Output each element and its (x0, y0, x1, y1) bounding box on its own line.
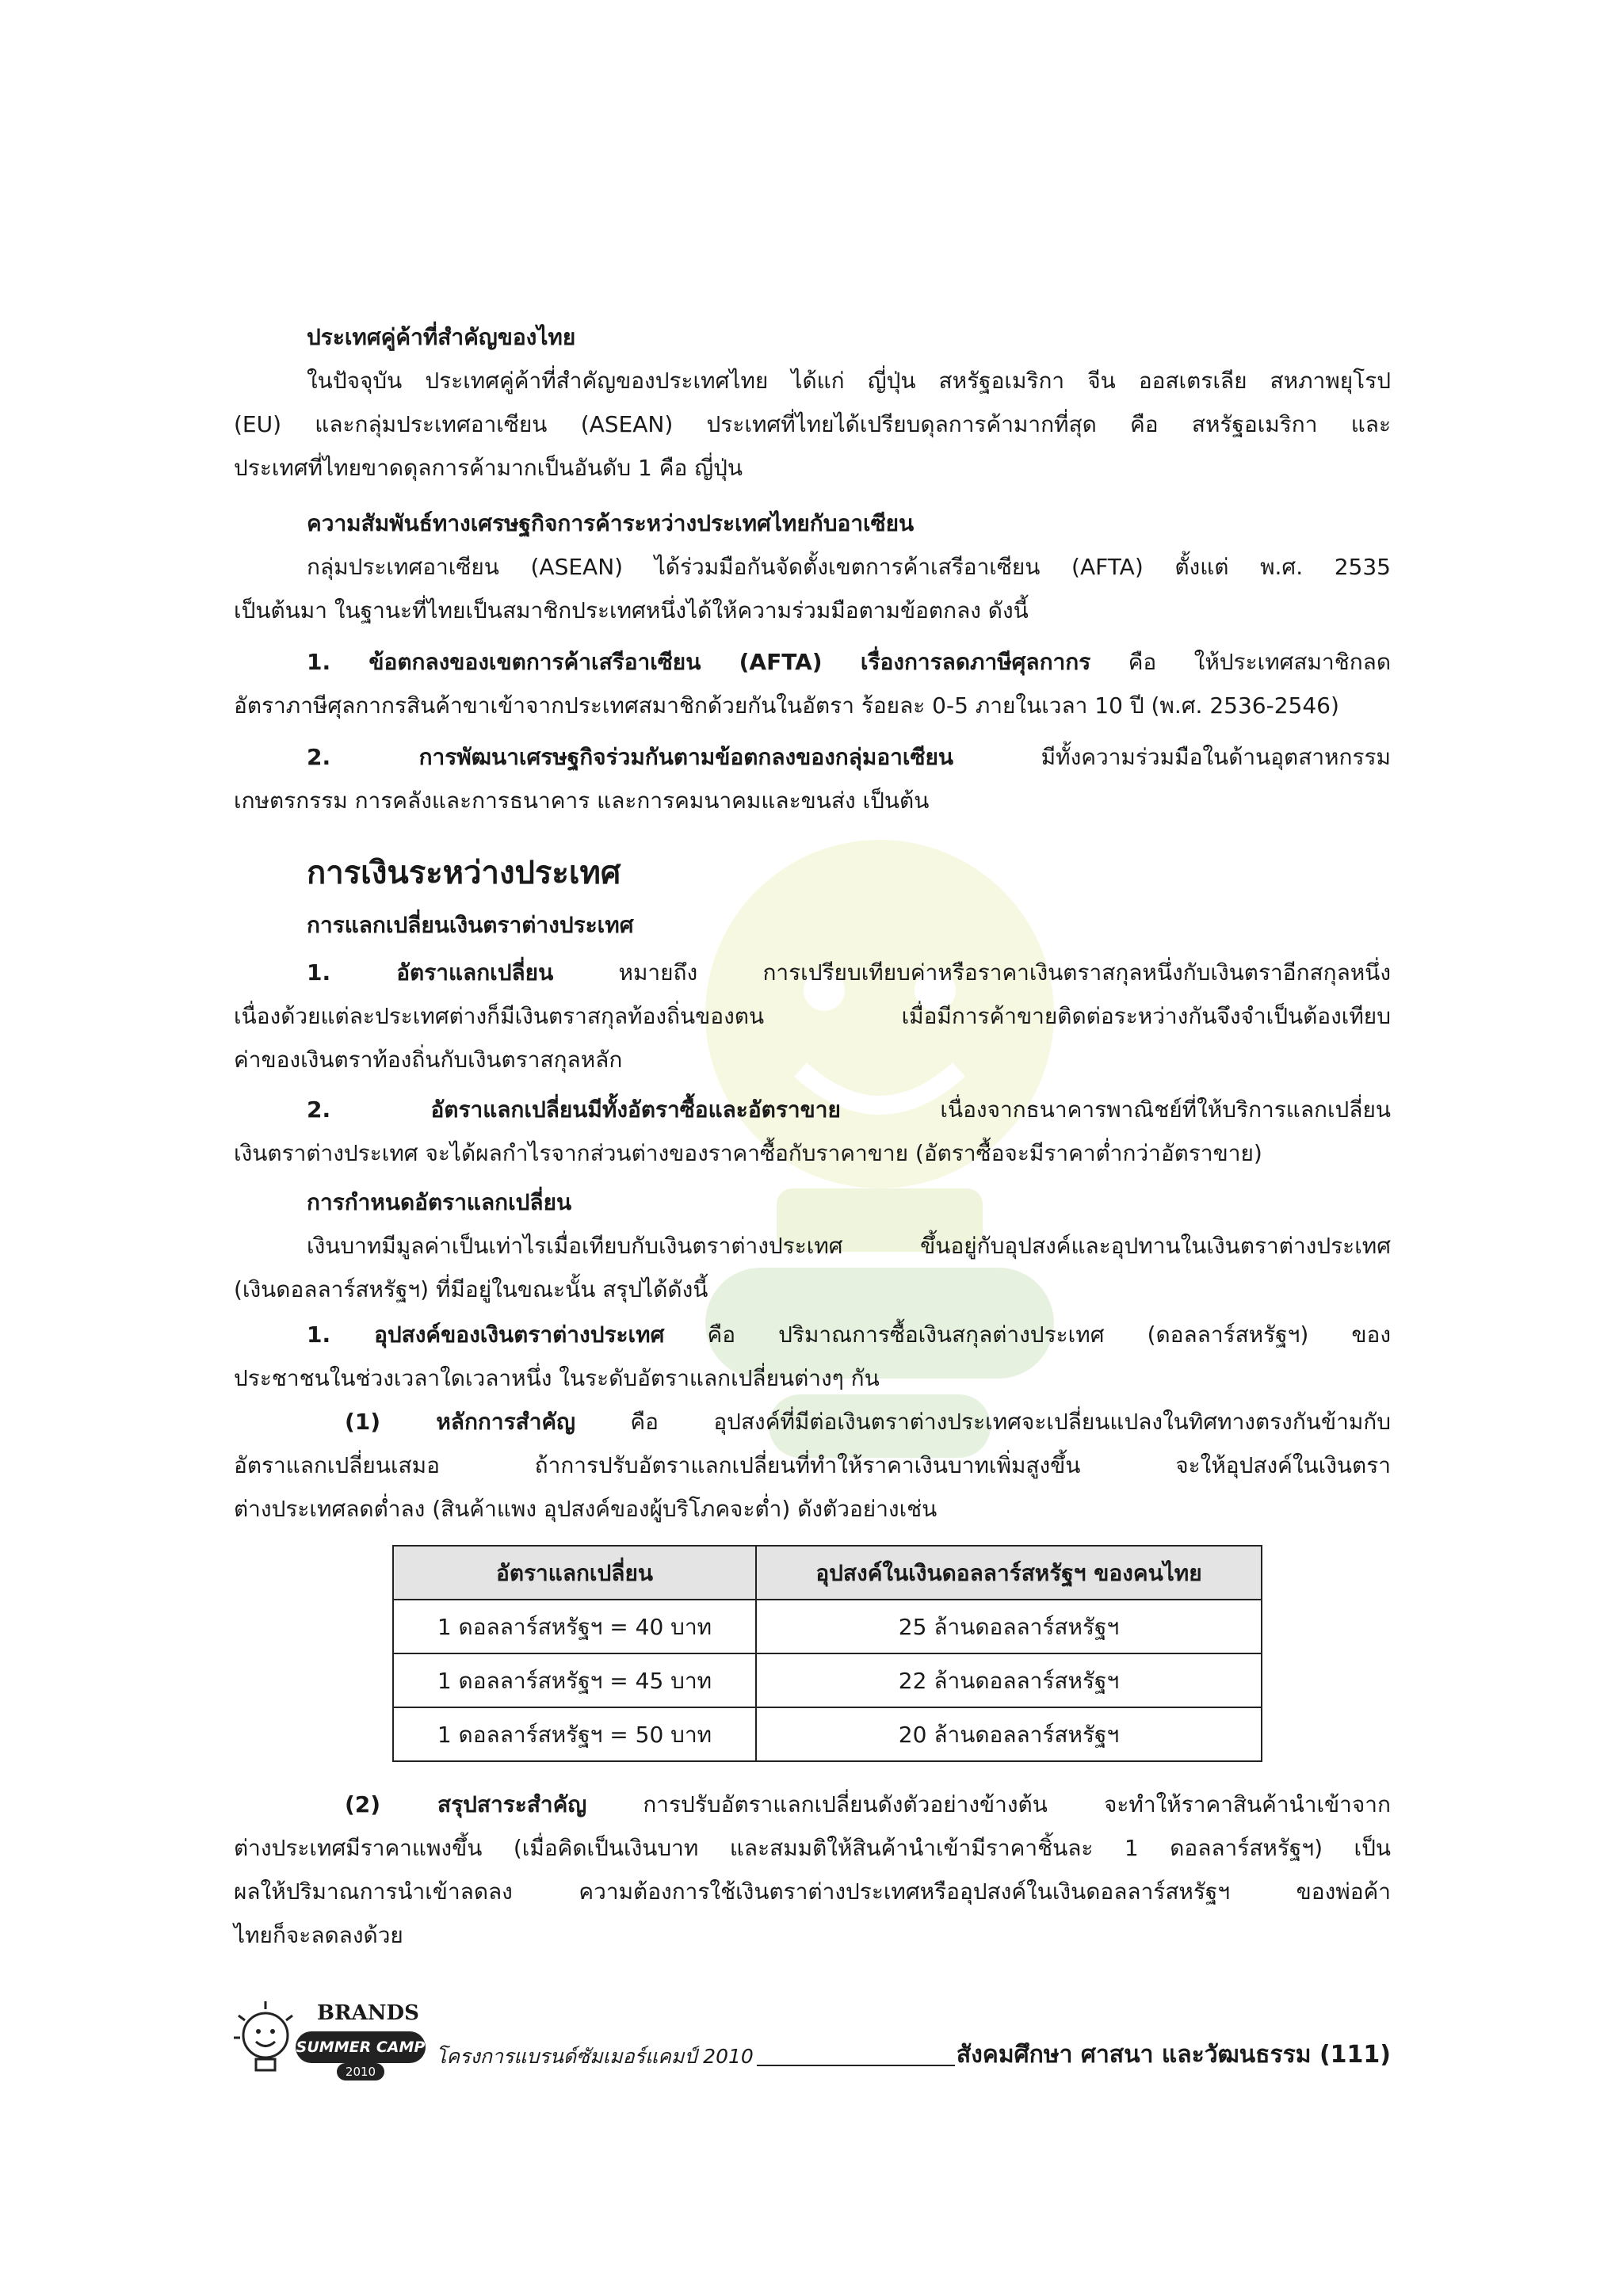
paragraph-asean: กลุ่มประเทศอาเซียน (ASEAN) ได้ร่วมมือกันจัดตั้งเขตการค้าเสรีอาเซียน (AFTA) ตั้งแต่ พ.ศ. 2535 เป็นต้นมา ในฐานะที่ไทยเป็นสมาชิกประเทศหนึ่งได้ให้ความร่วมมือตามข้อตกลง ดังนี้ (234, 554, 1391, 624)
table-header: อุปสงค์ในเงินดอลลาร์สหรัฐฯ ของคนไทย (756, 1546, 1262, 1600)
heading-trade-partners: ประเทศคู่ค้าที่สำคัญของไทย (307, 324, 576, 350)
table-cell: 1 ดอลลาร์สหรัฐฯ = 45 บาท (393, 1653, 756, 1707)
table-row (393, 1600, 1262, 1653)
page-footer (234, 1997, 1391, 2092)
list-item-exchange-rate: 1. อัตราแลกเปลี่ยน หมายถึง การเปรียบเทียบค่าหรือราคาเงินตราสกุลหนึ่งกับเงินตราอีกสกุลหนึ่ง เนื่องด้วยแต่ละประเทศต่างก็มีเงินตราสกุลท้องถิ่นของตน เมื่อมีการค้าขายติดต่อระหว่างกันจึงจำเป็นต้องเทียบ ค่าของเงินตราท้องถิ่นกับเงินตราสกุลหลัก (234, 959, 1391, 1073)
paragraph-trade-partners: ในปัจจุบัน ประเทศคู่ค้าที่สำคัญของประเทศไทย ได้แก่ ญี่ปุ่น สหรัฐอเมริกา จีน ออสเตรเลีย สหภาพยุโรป (EU) และกลุ่มประเทศอาเซียน (ASEAN) ประเทศที่ไทยได้เปรียบดุลการค้ามากที่สุด คือ สหรัฐอเมริกา และ ประเทศที่ไทยขาดดุลการค้ามากเป็นอันดับ 1 คือ ญี่ปุ่น (234, 368, 1391, 481)
footer-rule (757, 2065, 955, 2066)
logo-camp-text: SUMMER CAMP (296, 2031, 426, 2063)
table-cell: 1 ดอลลาร์สหรัฐฯ = 50 บาท (393, 1707, 756, 1761)
table-cell: 1 ดอลลาร์สหรัฐฯ = 40 บาท (393, 1600, 756, 1653)
table-row (393, 1707, 1262, 1761)
logo-year-text: 2010 (337, 2063, 384, 2081)
lightbulb-icon (234, 2000, 297, 2087)
paragraph-rate-determination: เงินบาทมีมูลค่าเป็นเท่าไรเมื่อเทียบกับเงินตราต่างประเทศ ขึ้นอยู่กับอุปสงค์และอุปทานในเงินตราต่างประเทศ (เงินดอลลาร์สหรัฐฯ) ที่มีอยู่ในขณะนั้น สรุปได้ดังนี้ (234, 1233, 1391, 1302)
table-header-row (393, 1546, 1262, 1600)
sub-item-summary: (2) สรุปสาระสำคัญ การปรับอัตราแลกเปลี่ยนดังตัวอย่างข้างต้น จะทำให้ราคาสินค้านำเข้าจาก ต่างประเทศมีราคาแพงขึ้น (เมื่อคิดเป็นเงินบาท และสมมติให้สินค้านำเข้ามีราคาชิ้นละ 1 ดอลลาร์สหรัฐฯ) เป็น ผลให้ปริมาณการนำเข้าลดลง ความต้องการใช้เงินตราต่างประเทศหรืออุปสงค์ในเงินดอลลาร์สหรัฐฯ ของพ่อค้า ไทยก็จะลดลงด้วย (234, 1791, 1391, 1948)
table-cell: 20 ล้านดอลลาร์สหรัฐฯ (756, 1707, 1262, 1761)
table-cell: 25 ล้านดอลลาร์สหรัฐฯ (756, 1600, 1262, 1653)
section-title-international-finance: การเงินระหว่างประเทศ (307, 855, 621, 891)
footer-project-name: โครงการแบรนด์ซัมเมอร์แคมป์ 2010 (436, 2045, 754, 2068)
heading-rate-determination: การกำหนดอัตราแลกเปลี่ยน (307, 1189, 572, 1215)
list-item-asean-development: 2. การพัฒนาเศรษฐกิจร่วมกันตามข้อตกลงของกลุ่มอาเซียน มีทั้งความร่วมมือในด้านอุตสาหกรรม เกษตรกรรม การคลังและการธนาคาร และการคมนาคมและขนส่ง เป็นต้น (234, 744, 1391, 814)
footer-subject-page: สังคมศึกษา ศาสนา และวัฒนธรรม (111) (956, 2041, 1391, 2069)
heading-foreign-exchange: การแลกเปลี่ยนเงินตราต่างประเทศ (307, 912, 634, 938)
logo-brand-text: BRANDS (317, 2001, 419, 2025)
sub-item-principle: (1) หลักการสำคัญ คือ อุปสงค์ที่มีต่อเงินตราต่างประเทศจะเปลี่ยนแปลงในทิศทางตรงกันข้ามกับ อัตราแลกเปลี่ยนเสมอ ถ้าการปรับอัตราแลกเปลี่ยนที่ทำให้ราคาเงินบาทเพิ่มสูงขึ้น จะให้อุปสงค์ในเงินตรา ต่างประเทศลดต่ำลง (สินค้าแพง อุปสงค์ของผู้บริโภคจะต่ำ) ดังตัวอย่างเช่น (234, 1409, 1391, 1522)
list-item-afta: 1. ข้อตกลงของเขตการค้าเสรีอาเซียน (AFTA) เรื่องการลดภาษีศุลกากร คือ ให้ประเทศสมาชิกลด อัตราภาษีศุลกากรสินค้าขาเข้าจากประเทศสมาชิกด้วยกันในอัตรา ร้อยละ 0-5 ภายในเวลา 10 ปี (พ.ศ. 2536-2546) (234, 649, 1391, 719)
list-item-demand: 1. อุปสงค์ของเงินตราต่างประเทศ คือ ปริมาณการซื้อเงินสกุลต่างประเทศ (ดอลลาร์สหรัฐฯ) ของ ประชาชนในช่วงเวลาใดเวลาหนึ่ง ในระดับอัตราแลกเปลี่ยนต่างๆ กัน (234, 1322, 1392, 1391)
table-header: อัตราแลกเปลี่ยน (393, 1546, 756, 1600)
exchange-rate-table (392, 1545, 1262, 1762)
brands-summer-camp-logo (234, 1997, 432, 2092)
table-row (393, 1653, 1262, 1707)
list-item-buy-sell-rate: 2. อัตราแลกเปลี่ยนมีทั้งอัตราซื้อและอัตราขาย เนื่องจากธนาคารพาณิชย์ที่ให้บริการแลกเปลี่ยน เงินตราต่างประเทศ จะได้ผลกำไรจากส่วนต่างของราคาซื้อกับราคาขาย (อัตราซื้อจะมีราคาต่ำกว่าอัตราขาย) (234, 1097, 1391, 1166)
heading-asean-relations: ความสัมพันธ์ทางเศรษฐกิจการค้าระหว่างประเทศไทยกับอาเซียน (307, 510, 915, 536)
table-cell: 22 ล้านดอลลาร์สหรัฐฯ (756, 1653, 1262, 1707)
